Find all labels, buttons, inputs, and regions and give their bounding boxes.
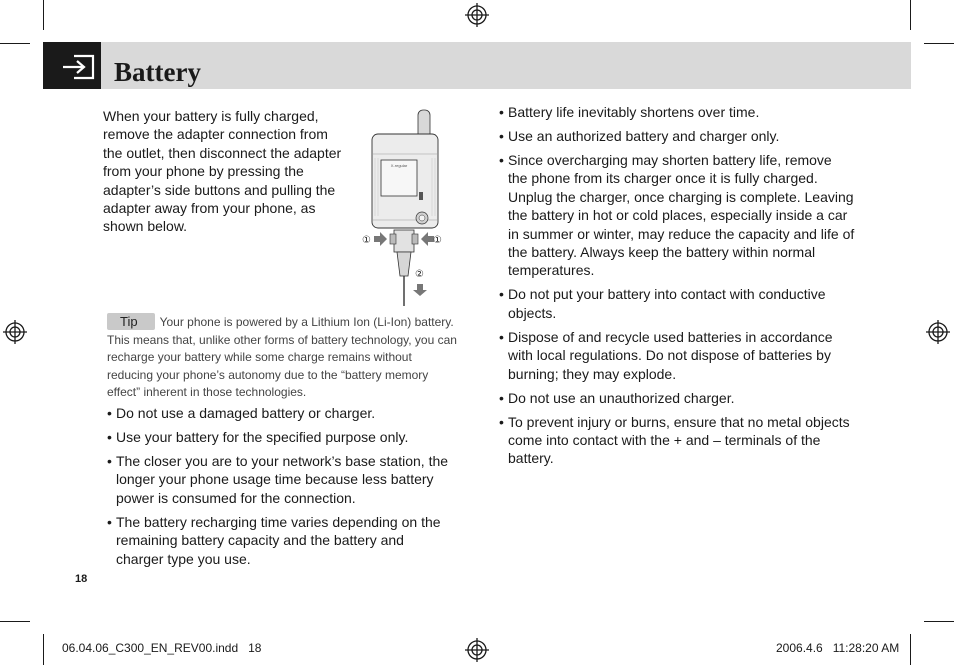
tip-text: Your phone is powered by a Lithium Ion (Li-Ion) battery. This means that, unlike other forms of battery technology, you can recharge your battery while some charge remains without reducing your phone’s autonomy due to the “battery memory effect” inherent in those technologies. bbox=[107, 315, 457, 399]
footer-datetime: 2006.4.6 11:28:20 AM bbox=[776, 641, 900, 655]
footer-filename: 06.04.06_C300_EN_REV00.indd 18 bbox=[62, 641, 262, 655]
intro-paragraph: When your battery is fully charged, remove the adapter connection from the outlet, then disconnect the adapter from your phone by pressing the adapter’s side buttons and pulling the adapter away from your phone, as shown below. bbox=[103, 108, 342, 235]
crop-mark bbox=[924, 43, 954, 44]
crop-mark bbox=[924, 621, 954, 622]
list-item: • Since overcharging may shorten battery life, remove the phone from its charger once it is fully charged. Unplug the charger, once charging is complete. Leaving the battery in hot or cold places, especially inside a car in summer or winter, may reduce the capacity and life of the battery. Always keep the battery within normal temperatures. bbox=[499, 151, 855, 280]
screen-text: X-regular bbox=[390, 163, 408, 168]
list-item: • To prevent injury or burns, ensure that no metal objects come into contact with the + and – terminals of the battery. bbox=[499, 413, 855, 468]
step-2-label: ② bbox=[415, 269, 424, 280]
list-item: • Do not put your battery into contact with conductive objects. bbox=[499, 285, 855, 322]
step-1-label-right: ① bbox=[433, 235, 442, 246]
crop-mark bbox=[910, 634, 911, 665]
registration-mark-icon bbox=[465, 638, 489, 662]
list-item: • The closer you are to your network’s base station, the longer your phone usage time because less battery power is consumed for the connection. bbox=[107, 452, 452, 507]
list-item: • Do not use a damaged battery or charger. bbox=[107, 404, 452, 422]
page-title: Battery bbox=[114, 57, 201, 87]
left-bullet-list bbox=[107, 404, 452, 574]
crop-mark bbox=[0, 43, 30, 44]
list-item: • Dispose of and recycle used batteries in accordance with local regulations. Do not dispose of batteries by burning; they may explode. bbox=[499, 328, 855, 383]
enter-arrow-icon bbox=[60, 54, 96, 80]
list-item: • Do not use an unauthorized charger. bbox=[499, 389, 855, 407]
crop-mark bbox=[0, 621, 30, 622]
list-item: • Use your battery for the specified purpose only. bbox=[107, 428, 452, 446]
list-item: • The battery recharging time varies depending on the remaining battery capacity and the battery and charger type you use. bbox=[107, 513, 452, 568]
registration-mark-icon bbox=[926, 320, 950, 344]
registration-mark-icon bbox=[465, 3, 489, 27]
crop-mark bbox=[43, 0, 44, 30]
tip-badge: Tip bbox=[107, 313, 155, 330]
crop-mark bbox=[910, 0, 911, 30]
registration-mark-icon bbox=[3, 320, 27, 344]
list-item: • Use an authorized battery and charger only. bbox=[499, 127, 855, 145]
page-number: 18 bbox=[75, 573, 88, 585]
crop-mark bbox=[43, 634, 44, 665]
step-1-label-left: ① bbox=[362, 235, 371, 246]
list-item: • Battery life inevitably shortens over time. bbox=[499, 103, 855, 121]
right-bullet-list bbox=[499, 103, 855, 473]
tip-note bbox=[107, 313, 459, 402]
phone-charger-illustration bbox=[356, 108, 456, 308]
